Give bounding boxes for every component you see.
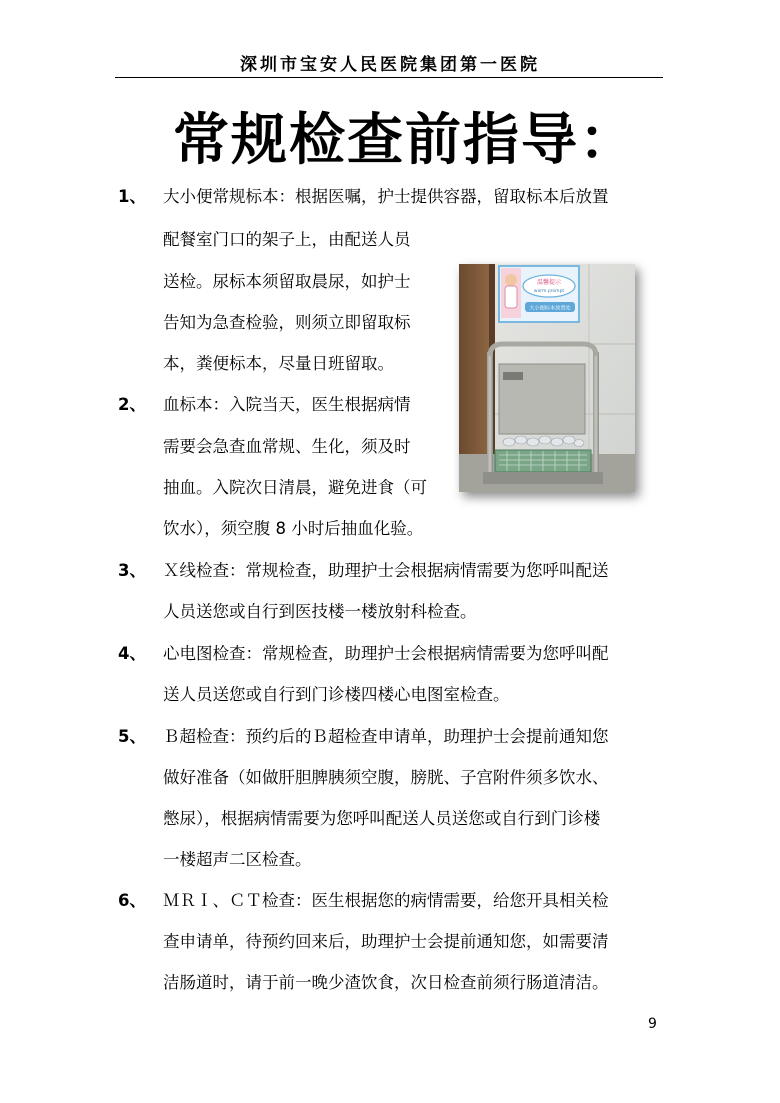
item-line: 需要会急查血常规、生化，须及时 (163, 437, 411, 456)
item-line: 一楼超声二区检查。 (163, 850, 312, 869)
item-line: 饮水），须空腹 8 小时后抽血化验。 (163, 519, 424, 538)
sign-title: 温馨提示 (536, 279, 562, 286)
item-line: ＭＲＩ、ＣＴ检查：医生根据您的病情需要，给您开具相关检 (163, 891, 609, 910)
item-line: 本，粪便标本，尽量日班留取。 (163, 354, 394, 373)
item-number: 6、 (118, 891, 146, 910)
item-line: 憋尿），根据病情需要为您呼叫配送人员送您或自行到门诊楼 (163, 809, 601, 828)
item-number: 4、 (118, 644, 146, 663)
item-line: 人员送您或自行到医技楼一楼放射科检查。 (163, 602, 477, 621)
institution-name: 深圳市宝安人民医院集团第一医院 (240, 55, 540, 75)
item-number: 1、 (118, 187, 146, 206)
item-line: 送检。尿标本须留取晨尿，如护士 (163, 272, 411, 291)
item-line: 送人员送您或自行到门诊楼四楼心电图室检查。 (163, 685, 510, 704)
item-line: 抽血。入院次日清晨，避免进食（可 (163, 478, 427, 497)
item-number: 3、 (118, 561, 146, 580)
item-line: 做好准备（如做肝胆脾胰须空腹，膀胱、子宫附件须多饮水、 (163, 768, 609, 787)
item-line: 洁肠道时，请于前一晚少渣饮食，次日检查前须行肠道清洁。 (163, 973, 609, 992)
specimen-shelf-photo (459, 264, 635, 492)
item-line: 心电图检查：常规检查，助理护士会根据病情需要为您呼叫配 (163, 644, 609, 663)
item-line: Ｂ超检查：预约后的Ｂ超检查申请单，助理护士会提前通知您 (163, 727, 609, 746)
item-line: 大小便常规标本：根据医嘱，护士提供容器，留取标本后放置 (163, 187, 609, 206)
sign-subtitle: warm prompt (533, 289, 565, 294)
page-title: 常规检查前指导： (173, 107, 637, 173)
sign-label: 大小便标本放置处 (529, 305, 571, 312)
item-line: 查申请单，待预约回来后，助理护士会提前通知您，如需要清 (163, 932, 609, 951)
item-line: 血标本：入院当天，医生根据病情 (163, 395, 411, 414)
page-number: 9 (648, 1016, 657, 1032)
item-number: 2、 (118, 395, 146, 414)
item-line: Ｘ线检查：常规检查，助理护士会根据病情需要为您呼叫配送 (163, 561, 609, 580)
item-line: 配餐室门口的架子上，由配送人员 (163, 230, 411, 249)
header-divider (115, 77, 663, 78)
item-number: 5、 (118, 727, 146, 746)
item-line: 告知为急查检验，则须立即留取标 (163, 313, 411, 332)
